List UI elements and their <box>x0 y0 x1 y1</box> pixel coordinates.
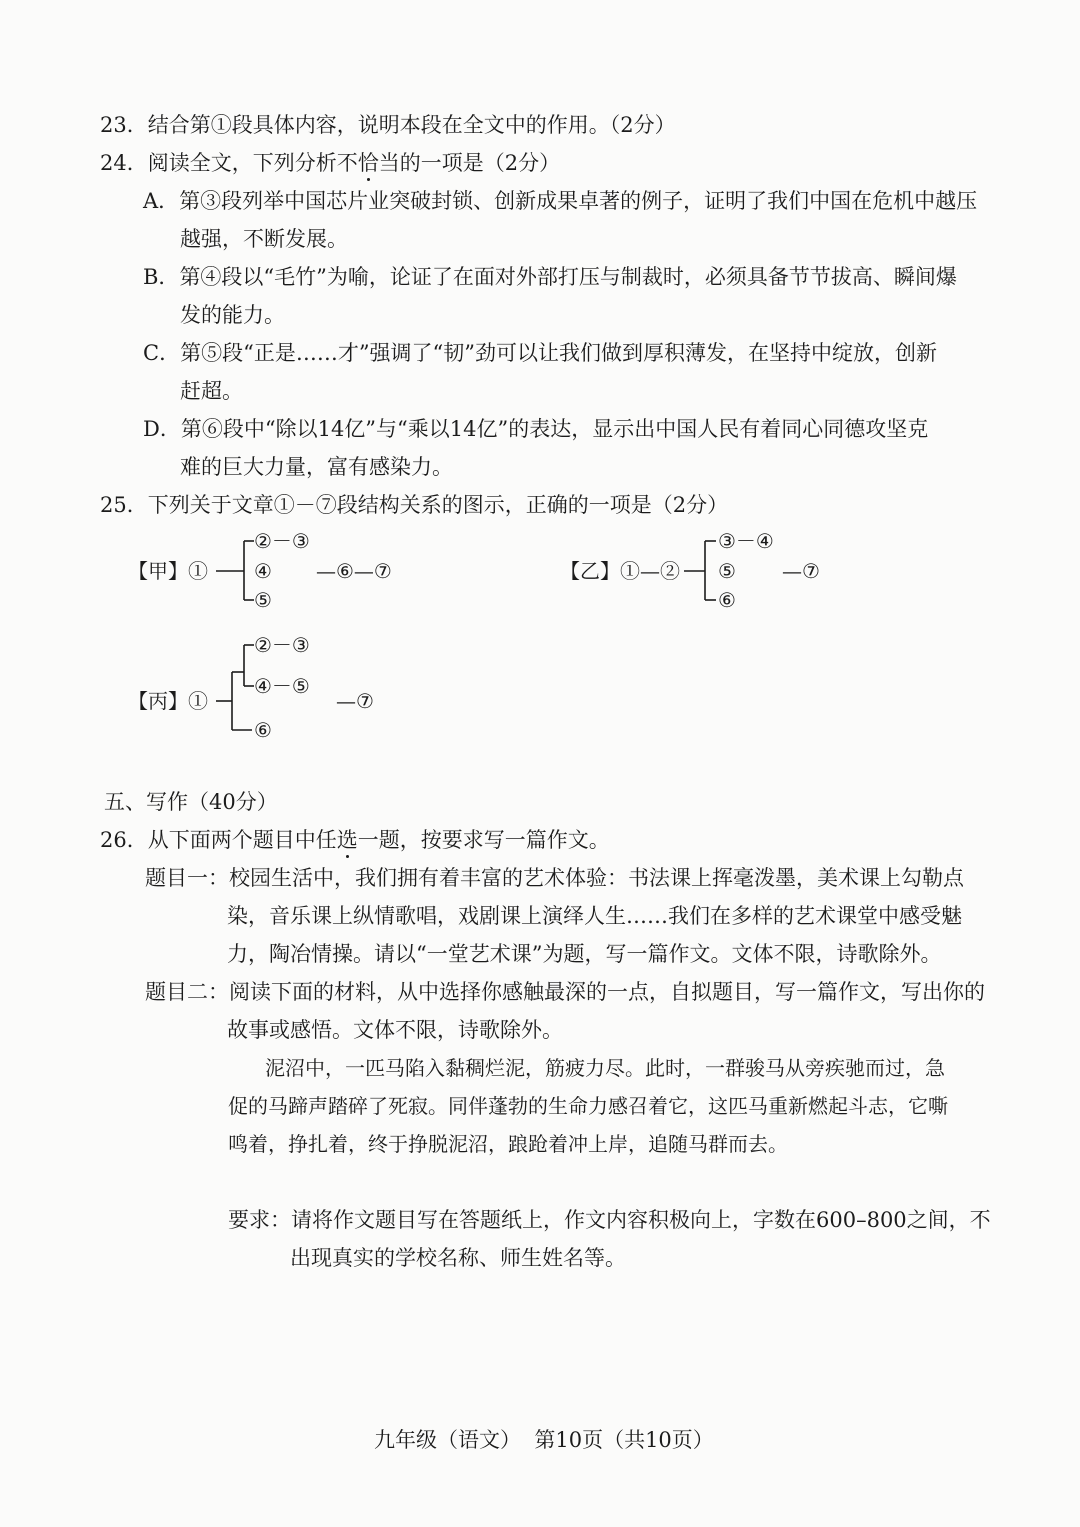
option-b-line1: B．第④段以“毛竹”为喻，论证了在面对外部打压与制裁时，必须具备节节拔高、瞬间爆 <box>143 265 957 289</box>
diagram-bing-top: ②－③ <box>254 633 310 657</box>
q24-stem-a: 24．阅读全文，下列分析 <box>100 151 337 175</box>
q24-stem-b: 的一项是（2分） <box>399 151 561 175</box>
diagram-jia-tail: —⑥—⑦ <box>316 559 392 583</box>
topic1-line1: 题目一：校园生活中，我们拥有着丰富的艺术体验：书法课上挥毫泼墨，美术课上勾勒点 <box>145 866 964 890</box>
page-footer: 九年级（语文） 第10页（共10页） <box>374 1428 714 1452</box>
diagram-bing-tail: —⑦ <box>336 689 374 713</box>
option-a-line1: A．第③段列举中国芯片业突破封锁、创新成果卓著的例子，证明了我们中国在危机中越压 <box>143 189 978 213</box>
diagram-bing-mid: ④－⑤ <box>254 674 310 698</box>
option-label: C． <box>143 341 181 365</box>
diagram-jia-mid: ④ <box>254 559 272 583</box>
topic1-line3: 力，陶冶情操。请以“一堂艺术课”为题，写一篇作文。文体不限，诗歌除外。 <box>227 942 942 966</box>
diagram-yi <box>560 525 860 615</box>
option-label: A． <box>143 189 180 213</box>
diagram-yi-label: 【乙】①—② <box>560 559 680 583</box>
diagram-bing-bot: ⑥ <box>254 718 272 742</box>
option-c-line1: C．第⑤段“正是……才”强调了“韧”劲可以让我们做到厚积薄发，在坚持中绽放，创新 <box>143 341 938 365</box>
diagram-yi-tail: —⑦ <box>782 559 820 583</box>
diagram-jia-label: 【甲】① <box>128 559 208 583</box>
material-line2: 促的马蹄声踏碎了死寂。同伴蓬勃的生命力感召着它，这匹马重新燃起斗志，它嘶 <box>228 1094 948 1118</box>
option-label: B． <box>143 265 180 289</box>
q26-stem-emphasis: 任选一 <box>315 828 379 852</box>
diagram-jia <box>128 525 428 615</box>
topic1-line2: 染，音乐课上纵情歌唱，戏剧课上演绎人生……我们在多样的艺术课堂中感受魅 <box>227 904 962 928</box>
q24-stem-emphasis: 不恰当 <box>336 151 400 175</box>
option-a-line2: 越强，不断发展。 <box>180 227 348 251</box>
diagram-bing-label: 【丙】① <box>128 689 208 713</box>
option-d-line2: 难的巨大力量，富有感染力。 <box>180 455 453 479</box>
diagram-bing <box>128 630 428 742</box>
option-c-line2: 赶超。 <box>180 379 243 403</box>
material-line3: 鸣着，挣扎着，终于挣脱泥沼，踉跄着冲上岸，追随马群而去。 <box>228 1132 788 1156</box>
topic2-line2: 故事或感悟。文体不限，诗歌除外。 <box>227 1018 563 1042</box>
q26-stem-b: 题，按要求写一篇作文。 <box>378 828 610 852</box>
q26-stem <box>100 825 610 855</box>
q23-text: 23．结合第①段具体内容，说明本段在全文中的作用。（2分） <box>100 113 676 137</box>
diagram-jia-bot: ⑤ <box>254 588 272 612</box>
option-d-line1: D．第⑥段中“除以14亿”与“乘以14亿”的表达，显示出中国人民有着同心同德攻坚克 <box>143 417 929 441</box>
diagram-yi-top: ③－④ <box>718 529 774 553</box>
q25-text: 25．下列关于文章①－⑦段结构关系的图示，正确的一项是（2分） <box>100 493 729 517</box>
topic2-line1: 题目二：阅读下面的材料，从中选择你感触最深的一点，自拟题目，写一篇作文，写出你的 <box>145 980 985 1004</box>
diagram-yi-mid: ⑤ <box>718 559 736 583</box>
q24-stem <box>100 148 560 178</box>
requirement-line1: 要求：请将作文题目写在答题纸上，作文内容积极向上，字数在600–800之间，不 <box>228 1208 991 1232</box>
q26-stem-a: 26．从下面两个题目中 <box>100 828 316 852</box>
requirement-line2: 出现真实的学校名称、师生姓名等。 <box>290 1246 626 1270</box>
material-line1: 泥沼中，一匹马陷入黏稠烂泥，筋疲力尽。此时，一群骏马从旁疾驰而过，急 <box>265 1056 945 1080</box>
option-b-line2: 发的能力。 <box>180 303 285 327</box>
section-heading: 五、写作（40分） <box>104 790 278 814</box>
diagram-yi-bot: ⑥ <box>718 588 736 612</box>
diagram-jia-top: ②－③ <box>254 529 310 553</box>
option-label: D． <box>143 417 181 441</box>
